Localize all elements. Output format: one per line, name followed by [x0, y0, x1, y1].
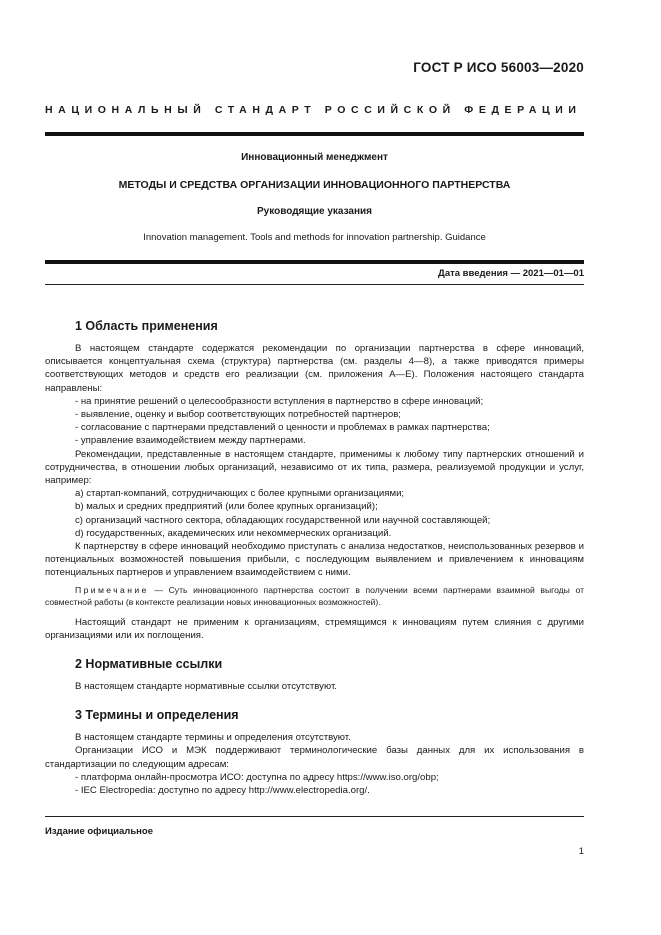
document-id: ГОСТ Р ИСО 56003—2020 — [413, 60, 584, 75]
paragraph: Организации ИСО и МЭК поддерживают терминологические базы данных для их использования в стандартизации по следующим адресам: — [45, 745, 584, 770]
national-standard-banner: НАЦИОНАЛЬНЫЙ СТАНДАРТ РОССИЙСКОЙ ФЕДЕРАЦИИ — [45, 104, 582, 116]
date-divider — [45, 284, 584, 285]
paragraph: Настоящий стандарт не применим к организациям, стремящимся к инновациям путем слияния с другими организациями или их поглощения. — [45, 616, 584, 641]
section-1-heading: 1 Область применения — [75, 319, 218, 333]
english-title: Innovation management. Tools and methods for innovation partnership. Guidance — [143, 232, 486, 243]
list-item: - управление взаимодействием между партнерами. — [75, 435, 306, 447]
paragraph: Рекомендации, представленные в настоящем стандарте, применимы к любому типу партнерских отношений и сотрудничества, в отношении любых организаций, независимо от их типа, размера, реализуемой продукции и услуг, например: — [45, 448, 584, 487]
section-3-heading: 3 Термины и определения — [75, 708, 239, 723]
note-label: Примечание — [75, 584, 149, 595]
title-divider — [45, 260, 584, 264]
paragraph: В настоящем стандарте нормативные ссылки отсутствуют. — [75, 681, 337, 693]
list-item: - выявление, оценку и выбор соответствующих потребностей партнеров; — [75, 409, 401, 421]
note — [45, 584, 584, 608]
paragraph: В настоящем стандарте термины и определения отсутствуют. — [75, 732, 351, 744]
list-item: - согласование с партнерами представлений о ценности и проблемах в рамках партнерства; — [75, 422, 490, 434]
list-item: a) стартап-компаний, сотрудничающих с более крупными организациями; — [75, 488, 405, 500]
note-text: — Суть инновационного партнерства состоит в получении всеми партнерами взаимной выгоды от совместной работы (в контексте реализации новых инновационных возможностей). — [45, 584, 584, 607]
list-item: - IEC Electropedia: доступно по адресу http://www.electropedia.org/. — [75, 785, 370, 797]
section-2-heading: 2 Нормативные ссылки — [75, 657, 223, 672]
document-body — [45, 318, 584, 797]
list-item: b) малых и средних предприятий (или более крупных организаций); — [75, 501, 378, 513]
list-item: - платформа онлайн-просмотра ИСО: доступна по адресу https://www.iso.org/obp; — [75, 771, 439, 783]
paragraph: К партнерству в сфере инноваций необходимо приступать с анализа недостатков, неиспользованных резервов и потенциальных возможностей повышения прибыли, с последующим выявлением и привлечением к инновациям потенциальных партнеров и управлением взаимодействием с ними. — [45, 541, 584, 579]
document-page — [45, 0, 584, 935]
official-edition-label: Издание официальное — [45, 826, 153, 837]
document-subtitle: Руководящие указания — [257, 206, 372, 217]
subject-area: Инновационный менеджмент — [241, 152, 388, 163]
list-item: d) государственных, академических или некоммерческих организаций. — [75, 527, 392, 539]
document-title: МЕТОДЫ И СРЕДСТВА ОРГАНИЗАЦИИ ИННОВАЦИОННОГО ПАРТНЕРСТВА — [118, 179, 511, 191]
introduction-date: Дата введения — 2021—01—01 — [438, 268, 584, 279]
paragraph: В настоящем стандарте содержатся рекомендации по организации партнерства в сфере инноваций, описывается концептуальная схема (структура) партнерства (см. разделы 4—8), а также приводятся примеры соответствующих методов и средств его реализации (см. приложения А—Е). Положения настоящего стандарта направлены: — [45, 343, 584, 394]
footer-divider — [45, 816, 584, 817]
header-divider — [45, 132, 584, 136]
list-item: - на принятие решений о целесообразности вступления в партнерство в сфере инноваций; — [75, 395, 484, 407]
page-number: 1 — [578, 846, 584, 857]
list-item: c) организаций частного сектора, обладающих государственной или научной составляющей; — [75, 514, 491, 526]
